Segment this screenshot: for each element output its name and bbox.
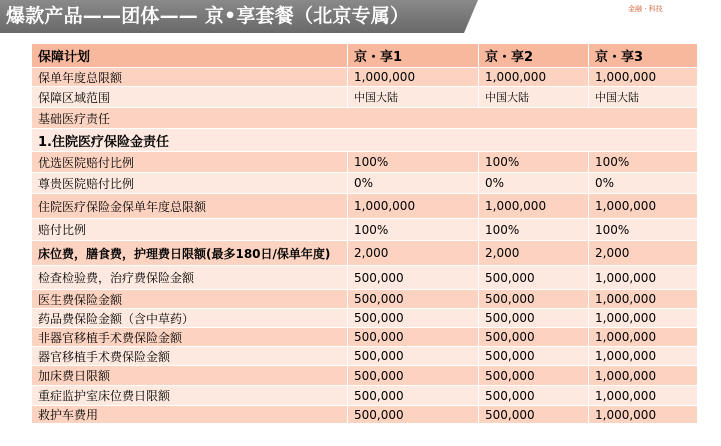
- table-row: [32, 328, 698, 347]
- cell-plan-1: 0%: [348, 173, 479, 194]
- cell-plan-1: 500,000: [348, 328, 479, 347]
- cell-plan-2: 0%: [479, 173, 589, 194]
- cell-plan-3: 1,000,000: [589, 347, 698, 366]
- cell-plan-3: 1,000,000: [589, 194, 698, 219]
- brand-logo: 金融 · 科技: [628, 5, 663, 13]
- table-row: [32, 290, 698, 309]
- page-title: 爆款产品——团体—— 京•享套餐（北京专属）: [6, 5, 410, 27]
- cell-plan-1: 500,000: [348, 290, 479, 309]
- section-label-inpatient: 1.住院医疗保险金责任: [32, 129, 698, 152]
- cell-plan-1: 500,000: [348, 406, 479, 424]
- cell-plan-1: 中国大陆: [348, 87, 479, 108]
- cell-plan-1: 500,000: [348, 347, 479, 366]
- cell-plan-1: 500,000: [348, 266, 479, 290]
- table-row: [32, 219, 698, 241]
- cell-plan-1: 2,000: [348, 241, 479, 266]
- table-row: [32, 386, 698, 406]
- table-row: [32, 129, 698, 152]
- table-row: [32, 68, 698, 87]
- table-row: [32, 266, 698, 290]
- cell-plan-2: 500,000: [479, 366, 589, 386]
- row-label: 器官移植手术费保险金额: [32, 347, 348, 366]
- table-row: [32, 406, 698, 424]
- cell-plan-3: 1,000,000: [589, 290, 698, 309]
- cell-plan-2: 500,000: [479, 386, 589, 406]
- table-row: [32, 152, 698, 173]
- cell-plan-1: 500,000: [348, 366, 479, 386]
- cell-plan-2: 2,000: [479, 241, 589, 266]
- cell-plan-3: 100%: [589, 219, 698, 241]
- table-row: [32, 173, 698, 194]
- cell-plan-3: 1,000,000: [589, 366, 698, 386]
- cell-plan-3: 1,000,000: [589, 68, 698, 87]
- header-jingxiang-3: 京・享3: [589, 44, 698, 68]
- row-label: 住院医疗保险金保单年度总限额: [32, 194, 348, 219]
- row-label: 赔付比例: [32, 219, 348, 241]
- cell-plan-2: 500,000: [479, 290, 589, 309]
- cell-plan-1: 100%: [348, 152, 479, 173]
- cell-plan-2: 500,000: [479, 347, 589, 366]
- cell-plan-3: 1,000,000: [589, 266, 698, 290]
- table-row: [32, 241, 698, 266]
- cell-plan-3: 1,000,000: [589, 328, 698, 347]
- table-row: [32, 347, 698, 366]
- cell-plan-3: 2,000: [589, 241, 698, 266]
- header-plan: 保障计划: [32, 44, 348, 68]
- cell-plan-1: 500,000: [348, 386, 479, 406]
- table-header-row: [32, 44, 698, 68]
- cell-plan-3: 0%: [589, 173, 698, 194]
- table-row: [32, 108, 698, 129]
- coverage-table: [31, 43, 698, 424]
- table-row: [32, 309, 698, 328]
- row-label: 床位费，膳食费，护理费日限额(最多180日/保单年度): [32, 241, 348, 266]
- cell-plan-3: 1,000,000: [589, 309, 698, 328]
- row-label: 尊贵医院赔付比例: [32, 173, 348, 194]
- row-label: 重症监护室床位费日限额: [32, 386, 348, 406]
- table-row: [32, 87, 698, 108]
- cell-plan-3: 1,000,000: [589, 406, 698, 424]
- header-jingxiang-1: 京・享1: [348, 44, 479, 68]
- cell-plan-1: 1,000,000: [348, 194, 479, 219]
- table-row: [32, 366, 698, 386]
- cell-plan-3: 中国大陆: [589, 87, 698, 108]
- cell-plan-3: 100%: [589, 152, 698, 173]
- row-label: 检查检验费，治疗费保险金额: [32, 266, 348, 290]
- header-jingxiang-2: 京・享2: [479, 44, 589, 68]
- section-label-basic: 基础医疗责任: [32, 108, 698, 129]
- row-label: 优选医院赔付比例: [32, 152, 348, 173]
- cell-plan-2: 500,000: [479, 328, 589, 347]
- row-label: 药品费保险金额（含中草药）: [32, 309, 348, 328]
- cell-plan-1: 1,000,000: [348, 68, 479, 87]
- cell-plan-2: 500,000: [479, 406, 589, 424]
- cell-plan-2: 500,000: [479, 266, 589, 290]
- row-label: 保单年度总限额: [32, 68, 348, 87]
- cell-plan-3: 1,000,000: [589, 386, 698, 406]
- cell-plan-1: 500,000: [348, 309, 479, 328]
- cell-plan-2: 500,000: [479, 309, 589, 328]
- table-row: [32, 194, 698, 219]
- cell-plan-2: 中国大陆: [479, 87, 589, 108]
- row-label: 保障区域范围: [32, 87, 348, 108]
- cell-plan-2: 100%: [479, 152, 589, 173]
- cell-plan-2: 1,000,000: [479, 194, 589, 219]
- cell-plan-2: 1,000,000: [479, 68, 589, 87]
- row-label: 非器官移植手术费保险金额: [32, 328, 348, 347]
- row-label: 加床费日限额: [32, 366, 348, 386]
- row-label: 救护车费用: [32, 406, 348, 424]
- cell-plan-2: 100%: [479, 219, 589, 241]
- row-label: 医生费保险金额: [32, 290, 348, 309]
- cell-plan-1: 100%: [348, 219, 479, 241]
